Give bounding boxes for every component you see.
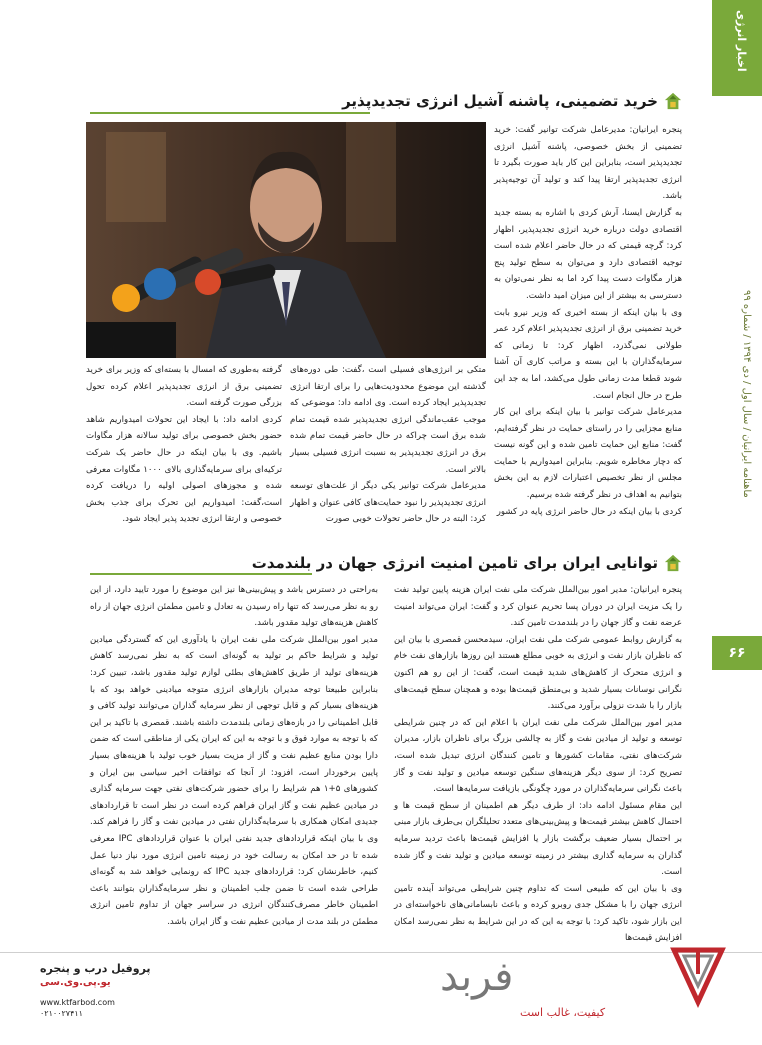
paragraph: به گزارش ایسنا، آرش کردی با اشاره به بسته جدید اقتصادی دولت درباره خرید انرژی تجدیدپذیر، اظهار کرد: گرچه قیمتی که در حال حاضر اعلام شده است توجیه اقتصادی دارد و می‌توان به سطح تولید پنج هزار مگاوات دست پیدا کرد اما به نظر نمی‌توان به دسترسی به بیشتر از این میزان امید داشت. bbox=[494, 207, 682, 301]
article1-column-right bbox=[494, 122, 682, 552]
article1-rule bbox=[90, 112, 370, 114]
article2-headline bbox=[252, 554, 682, 572]
article1-title: خرید تضمینی، پاشنه آشیل انرژی تجدیدپذیر bbox=[342, 92, 658, 110]
speaker-photo-image bbox=[86, 122, 486, 358]
brand-name: فربد bbox=[440, 954, 514, 1000]
article1-column-middle bbox=[290, 362, 486, 552]
article2-column-right bbox=[394, 582, 682, 944]
article1-column-left bbox=[86, 362, 282, 552]
paragraph: به‌راحتی در دسترس باشد و پیش‌بینی‌ها نیز این موضوع را مورد تایید دارد، از این رو به نظر می‌رسد که تنها راه رسیدن به تعادل و تامین مطمئن انرژی جهان از راه کاهش هزینه‌های تولید مقدور باشد. bbox=[90, 585, 378, 629]
paragraph: متکی بر انرژی‌های فسیلی است ،گفت: طی دوره‌های گذشته این موضوع محدودیت‌هایی را برای ارتقا انرژی تجدیدپذیر ایجاد کرده است. وی ادامه داد: موضوعی که موجب عقب‌ماندگی انرژی تجدیدپذیر شده قیمت تمام شده برق است چراکه در حال حاضر قیمت تمام شده برق در انرژی تجدیدپذیر به نسبت انرژی فسیلی بسیار بالاتر است. bbox=[290, 365, 486, 475]
footer-contact bbox=[40, 962, 160, 1018]
paragraph: مدیرعامل شرکت توانیر با بیان اینکه برای این کار منابع مجزایی را در راستای حمایت در نظر گرفته‌ایم، گفت: منابع این حمایت تامین شده و این گونه نیست که دچار مخاطره شویم. بنابراین امیدواریم با حمایت مجلس از نظر تخصیص اعتبارات لازم به این بخش بتوانیم به اهداف در نظر گرفته شده برسیم. bbox=[494, 407, 682, 501]
article2-title: توانایی ایران برای تامین امنیت انرژی جهان در بلندمدت bbox=[251, 554, 658, 572]
paragraph: پنجره ایرانیان: مدیرعامل شرکت توانیر گفت: خرید تضمینی از بخش خصوصی، پاشنه آشیل انرژی تجدیدپذیر است، بنابراین این کار باید صورت بگیرد تا انرژی تجدیدپذیر ارتقا پیدا کند و تولید آن توجیه‌پذیر باشد. bbox=[494, 125, 682, 202]
paragraph: به گزارش روابط عمومی شرکت ملی نفت ایران، سیدمحسن قمصری با بیان این که ناظران بازار نفت و انرژی به خوبی مطلع هستند این روزها بازارهای نفت خام و انرژی متحرک از کاهش‌های شدید قیمت است، گفت: از این رو هم اکنون نگرانی نوسانات بسیار شدید و بی‌منطق قیمت‌ها بوده و همچنان سطح قیمت‌های بازار را با شدت نزولی برآورد می‌کنند. bbox=[394, 634, 682, 712]
paragraph: مدیر امور بین‌الملل شرکت ملی نفت ایران با یادآوری این که گستردگی میادین تولید و شرایط حاکم بر تولید به گونه‌ای است که به نظر نمی‌رسد کاهش هزینه‌های تولید از طریق کاهش‌های بطئی لوازم تولید مقدور باشد، تبیین کرد: بنابراین طبیعتا توجه مدیران بازارهای انرژی متوجه میادینی خواهد بود که با هزینه‌های بسیار کم و قابل توجهی از نظر سرمایه گذاران می‌توانند تولید کافی و قابل اطمینانی را در بازه‌های زمانی بلندمدت داشته باشند. قمصری با تاکید بر این که با توجه به موارد فوق و با توجه به این که ایران یکی از مناطقی است که ضمن دارا بودن منابع عظیم نفت و گاز از مزیت بسیار خوب تولید با هزینه‌های بسیار پایین برخوردار است، افزود: از آنجا که توافقات اخیر سیاسی بین ایران و کشورهای ۵+۱ هم شرایط را برای حضور شرکت‌های نفتی جهت سرمایه گذاری در میادین عظیم نفت و گاز ایران فراهم کرده است در نظر است تا قراردادهای جدیدی امکان همکاری با سرمایه‌گذاران نفتی در میادین نفت و گاز را فراهم کند. وی با بیان اینکه قراردادهای جدید نفتی ایران با عنوان قراردادهای IPC معرفی شده تا در حد امکان به رسالت خود در زمینه تامین انرژی مورد نیاز دنیا عمل کنیم، خاطرنشان کرد: قراردادهای جدید IPC که رونمایی خواهد شد به گونه‌ای طراحی شده است تا ضمن جلب اطمینان و نظر سرمایه‌گذاران بتوانند باعث اطمینان خاطر مصرف‌کنندگان انرژی در سراسر جهان از تداوم تامین انرژی مطمئن در بلند مدت از میادین عظیم نفت و گاز ایران باشد. bbox=[90, 634, 378, 927]
paragraph: پنجره ایرانیان: مدیر امور بین‌الملل شرکت ملی نفت ایران هزینه پایین تولید نفت را یک مزیت ایران در دوران پسا تحریم عنوان کرد و گفت: ایران می‌تواند امنیت عرضه نفت و گاز جهان را در بلندمدت تامین کند. bbox=[394, 585, 682, 629]
paragraph: این مقام مسئول ادامه داد: از طرف دیگر هم اطمینان از سطح قیمت ها و احتمال کاهش بیشتر قیمت‌ها و پیش‌بینی‌های متعدد تحلیلگران بی‌طرف بازار مبنی بر احتمال بسیار ضعیف برگشت بازار یا افزایش قیمت‌ها باعث تردید سرمایه گذاران به سرمایه گذاری بیشتر در زمینه توسعه میادین و تولید نفت و گاز شده است. bbox=[394, 800, 682, 878]
paragraph: کردی ادامه داد: با ایجاد این تحولات امیدواریم شاهد حضور بخش خصوصی برای تولید سالانه هزار مگاوات باشیم. وی با بیان اینکه در حال حاضر یک شرکت ترکیه‌ای برای سرمایه‌گذاری بالای ۱۰۰۰ مگاوات معرفی شده و مجوزهای اصولی اولیه را دریافت کرده است،گفت: امیدواریم این تحرک برای جذب بخش خصوصی و ارتقا انرژی تجدید پذیر ایجاد شود. bbox=[86, 414, 282, 525]
footer-website[interactable]: www.ktfarbod.com bbox=[40, 998, 115, 1007]
paragraph: وی با بیان این که طبیعی است که تداوم چنین شرایطی می‌تواند آینده تامین انرژی جهان را با مشکل جدی روبرو کرده و باعث نابسامانی‌های ناخواسته‌ای در این بازار شود، تاکید کرد: با توجه به این که در این شرایط به نظر نمی‌رسد امکان افزایش قیمت‌ها bbox=[394, 883, 682, 944]
paragraph: وی با بیان اینکه از بسته اخیری که وزیر نیرو بابت خرید تضمینی برق از انرژی تجدیدپذیر اعلام کرد عمر طولانی نمی‌گذرد، اظهار کرد: تا زمانی که سرمایه‌گذاران با این بسته و مراتب کاری آن آشنا شوند قطعا مدت زمانی طول می‌کشد، اما به جد این طرح در حال انجام است. bbox=[494, 307, 682, 401]
paragraph: گرفته به‌طوری که امسال با بسته‌ای که وزیر برای خرید تضمینی برق از انرژی تجدیدپذیر اعلام کرده تحول بزرگی صورت گرفته است. bbox=[86, 365, 282, 409]
issue-info: ماهنامه ایرانیان / سال اول / دی ۱۳۹۴ / شماره ۹۹ bbox=[741, 290, 752, 498]
article2-rule bbox=[90, 573, 312, 575]
page-number: ۶۶ bbox=[712, 636, 762, 670]
energy-house-icon bbox=[664, 554, 682, 572]
section-label: اخبار انرژی bbox=[735, 10, 748, 72]
paragraph: مدیرعامل شرکت توانیر یکی دیگر از علت‌های توسعه انرژی تجدیدپذیر را نبود حمایت‌های کافی عنوان و اظهار کرد: البته در حال حاضر تحولات خوبی صورت bbox=[290, 481, 486, 525]
footer-product-type: یو.پی.وی.سی bbox=[40, 977, 111, 988]
speaker-photo bbox=[86, 122, 486, 358]
energy-house-icon bbox=[664, 92, 682, 110]
paragraph: مدیر امور بین‌الملل شرکت ملی نفت ایران با اعلام این که در چنین شرایطی توسعه و تولید از میادین نفت و گاز به چالشی بزرگ برای ناظران بازار، مدیران شرکت‌های نفتی، مقامات کشورها و تامین کنندگان انرژی تبدیل شده است، تصریح کرد: از سوی دیگر هزینه‌های سنگین توسعه میادین و تولید نفت و گاز باعث نگرانی سرمایه‌گذاران در مورد چگونگی بازیافت سرمایه‌ها است. bbox=[394, 717, 682, 795]
paragraph: کردی با بیان اینکه در حال حاضر انرژی پایه در کشور bbox=[496, 506, 682, 517]
article1-headline bbox=[342, 92, 682, 110]
section-tab bbox=[712, 0, 762, 96]
footer-product-title: پروفیل درب و پنجره bbox=[40, 962, 151, 975]
footer-divider bbox=[0, 952, 762, 953]
side-band bbox=[708, 0, 762, 1045]
article2-column-left bbox=[90, 582, 378, 934]
farbod-logo-icon bbox=[672, 946, 724, 1006]
brand-slogan: کیفیت، غالب است bbox=[520, 1006, 606, 1019]
footer-phone: ۰۲۱۰۰۲۷۴۱۱ bbox=[40, 1009, 83, 1018]
